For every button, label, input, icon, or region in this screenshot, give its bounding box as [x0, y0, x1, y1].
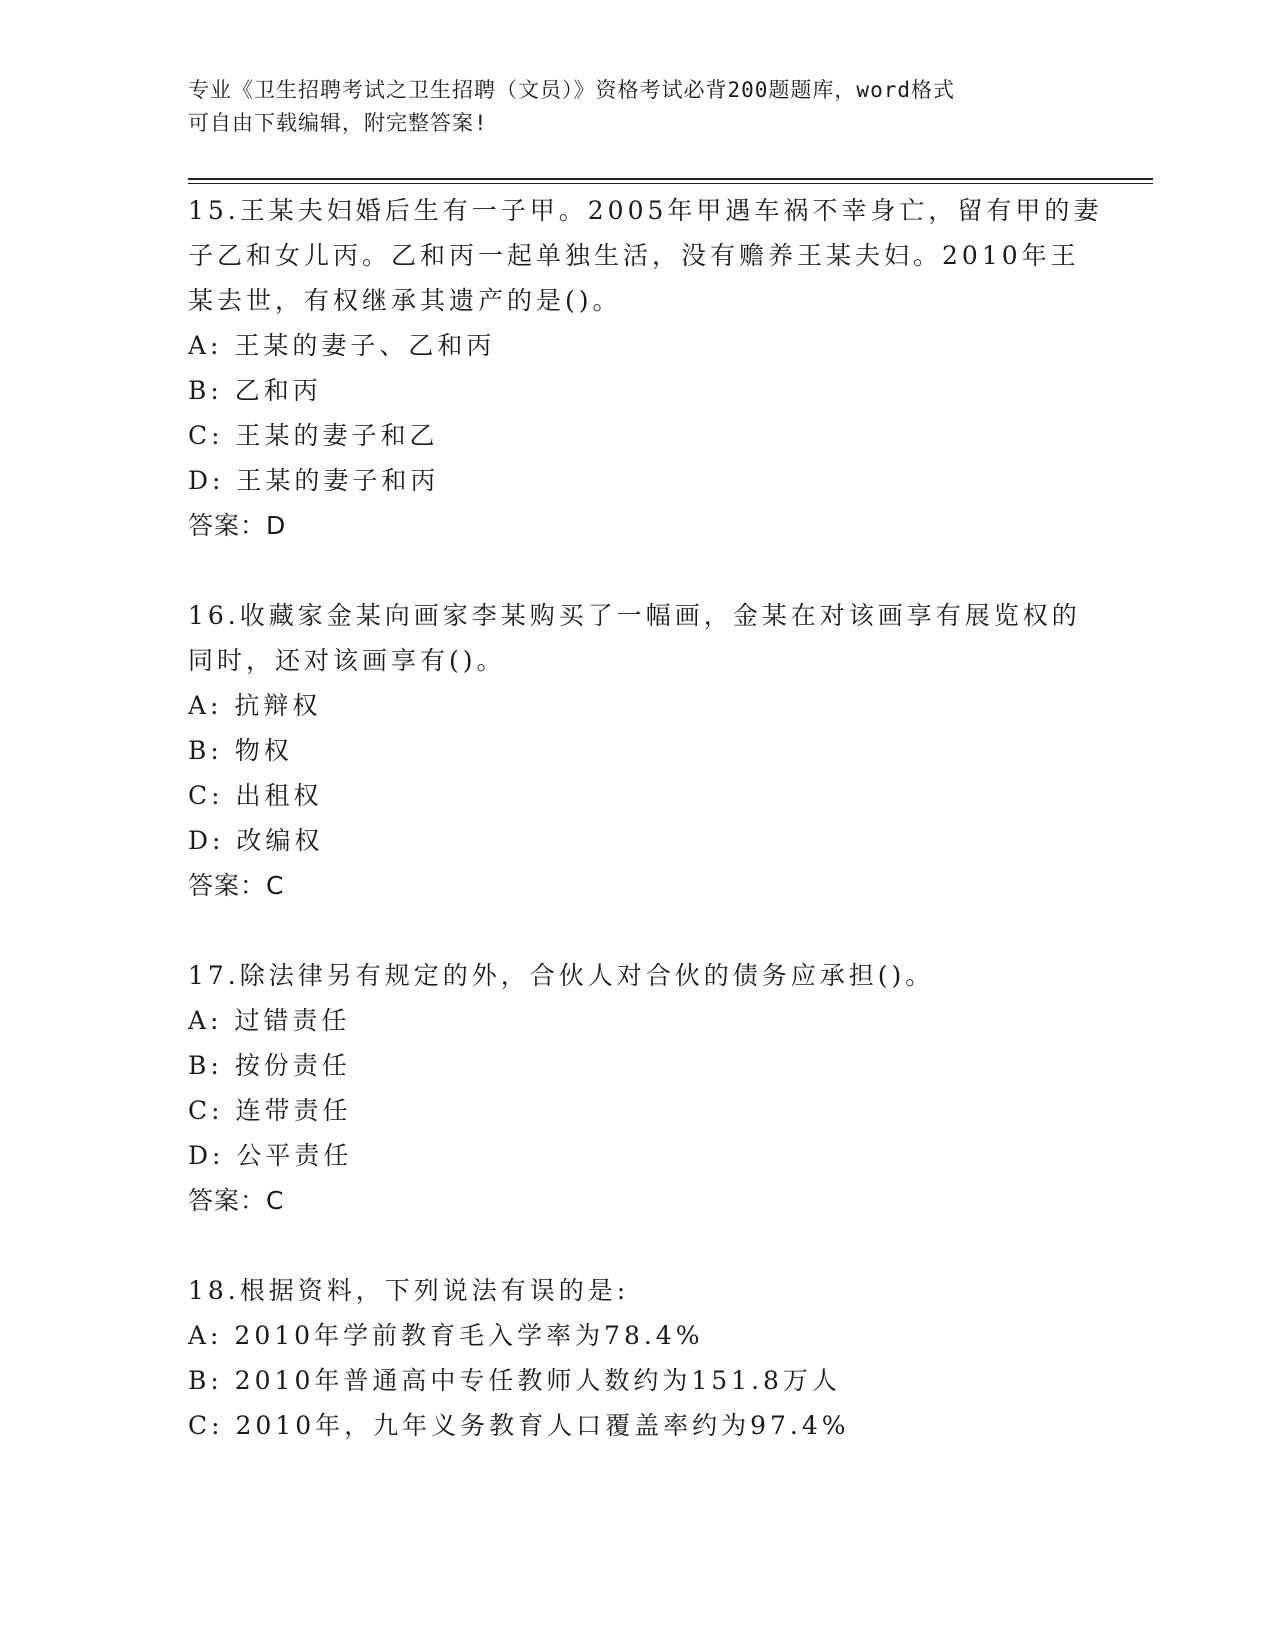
question-block: [188, 1268, 1088, 1448]
answer-option: D: 公平责任: [188, 1141, 353, 1170]
answer-key: 答案：D: [188, 511, 287, 540]
question-stem-line: 15.王某夫妇婚后生有一子甲。2005年甲遇车祸不幸身亡，留有甲的妻: [188, 196, 1103, 225]
header-line-2: 可自由下载编辑，附完整答案!: [188, 111, 488, 135]
answer-option: B: 按份责任: [188, 1051, 351, 1080]
question-block: [188, 188, 1103, 548]
question-stem-line: 16.收藏家金某向画家李某购买了一幅画，金某在对该画享有展览权的: [188, 601, 1081, 630]
question-stem-line: 同时，还对该画享有()。: [188, 646, 506, 675]
answer-option: C: 连带责任: [188, 1096, 352, 1125]
answer-option: B: 物权: [188, 736, 293, 765]
question-stem: [188, 1268, 1088, 1313]
answer-option: D: 王某的妻子和丙: [188, 466, 440, 495]
answer-option: B: 2010年普通高中专任教师人数约为151.8万人: [188, 1366, 841, 1395]
answer-option: A: 2010年学前教育毛入学率为78.4%: [188, 1321, 704, 1350]
question-block: [188, 593, 1088, 908]
answer-option: C: 出租权: [188, 781, 323, 810]
answer-key: 答案：C: [188, 871, 285, 900]
answer-option: D: 改编权: [188, 826, 324, 855]
answer-option: C: 2010年，九年义务教育人口覆盖率约为97.4%: [188, 1411, 850, 1440]
header-divider: [188, 178, 1153, 184]
question-stem: [188, 953, 1088, 998]
answer-option: A: 过错责任: [188, 1006, 351, 1035]
answer-option: C: 王某的妻子和乙: [188, 421, 439, 450]
question-stem-line: 17.除法律另有规定的外，合伙人对合伙的债务应承担()。: [188, 961, 935, 990]
answer-key: 答案：C: [188, 1186, 285, 1215]
question-list: [188, 188, 1103, 1493]
question-stem: [188, 593, 1088, 683]
answer-option: B: 乙和丙: [188, 376, 322, 405]
question-stem: [188, 188, 1103, 323]
answer-option: A: 抗辩权: [188, 691, 322, 720]
question-stem-line: 18.根据资料，下列说法有误的是:: [188, 1276, 630, 1305]
question-stem-line: 子乙和女儿丙。乙和丙一起单独生活，没有赡养王某夫妇。2010年王: [188, 241, 1080, 270]
question-block: [188, 953, 1088, 1223]
document-header: [188, 74, 1068, 140]
question-stem-line: 某去世，有权继承其遗产的是()。: [188, 286, 622, 315]
answer-option: A: 王某的妻子、乙和丙: [188, 331, 496, 360]
header-line-1: 专业《卫生招聘考试之卫生招聘（文员）》资格考试必背200题题库，word格式: [188, 78, 955, 102]
